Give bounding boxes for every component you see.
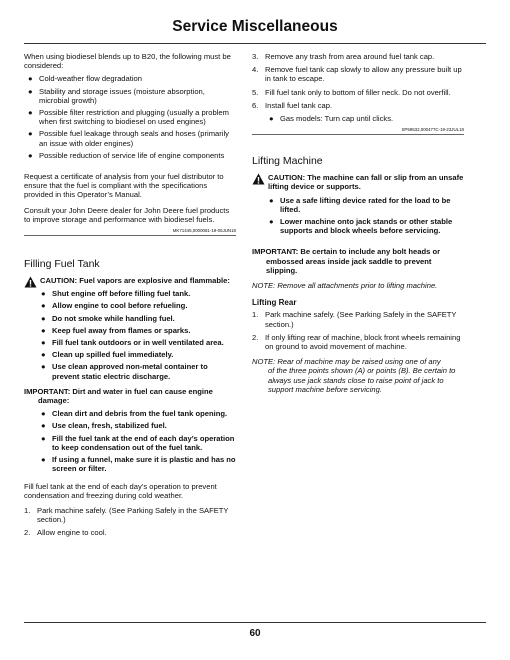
important-notice: IMPORTANT: Be certain to include any bolt heads or embossed areas inside jack saddle to prevent slipping.: [252, 247, 441, 275]
step-item: 5. Fill fuel tank only to bottom of filler neck. Do not overfill.: [252, 87, 451, 97]
reference-code: MK71445,0000081-19-05JUN18: [24, 228, 236, 236]
considerations-list: [24, 74, 236, 160]
header-rule: [24, 43, 486, 44]
list-item: ● Do not smoke while handling fuel.: [41, 313, 175, 323]
list-item: ● Possible filter restriction and plugging (usually a problem when first switching to biodiesel on used engines): [28, 108, 229, 127]
biodiesel-intro: When using biodiesel blends up to B20, the following must be considered:: [24, 52, 231, 71]
fuel-important-list: [24, 409, 236, 473]
important-notice: IMPORTANT: Dirt and water in fuel can cause engine damage:: [24, 386, 213, 406]
consult-paragraph: Consult your John Deere dealer for John Deere fuel products to improve storage and performance with biodiesel fuels.: [24, 205, 230, 224]
lifting-caution-list: [252, 196, 464, 236]
fuel-caution-list: [24, 289, 236, 381]
section-title-lifting-machine: Lifting Machine: [252, 155, 323, 168]
page-title: Service Miscellaneous: [172, 18, 338, 35]
step-item: 3. Remove any trash from area around fuel tank cap.: [252, 52, 435, 61]
right-column: [252, 52, 464, 394]
list-item: ● Lower machine onto jack stands or other stable supports and block wheels before servicing.: [269, 217, 453, 236]
section-title-filling-fuel-tank: Filling Fuel Tank: [24, 258, 100, 271]
list-item: ● Stability and storage issues (moisture absorption, microbial growth): [28, 86, 205, 105]
list-item: ● Cold-weather flow degradation: [28, 74, 142, 84]
list-item: ● Clean dirt and debris from the fuel tank opening.: [41, 409, 228, 419]
step-item: 1. Park machine safely. (See Parking Safely in the SAFETY section.): [24, 505, 229, 525]
caution-block: CAUTION: Fuel vapors are explosive and flammable:: [24, 276, 236, 285]
certificate-paragraph: Request a certificate of analysis from your fuel distributor to ensure that the fuel is compliant with the specifications provided in this Operator’s Manual.: [24, 172, 224, 200]
reference-code: SP59532,000477C-19-23JUL18: [252, 127, 464, 135]
list-item: ● Clean up spilled fuel immediately.: [41, 350, 174, 360]
note: NOTE: Rear of machine may be raised using one of any of the three points shown (A) or points (B). Be certain to always use jack stands close to raise point of jack to support machine before servicing.: [252, 357, 456, 394]
page-number: 60: [249, 628, 261, 639]
list-item: ● Fill the fuel tank at the end of each day’s operation to keep condensation out of the fuel tank.: [41, 433, 235, 452]
list-item: ● If using a funnel, make sure it is plastic and has no screen or filter.: [41, 455, 236, 474]
list-item: ● Allow engine to cool before refueling.: [41, 301, 188, 311]
step-item: 1. Park machine safely. (See Parking Safely in the SAFETY section.): [252, 310, 457, 329]
list-item: ● Gas models: Turn cap until clicks.: [269, 114, 394, 124]
step-item: 2. Allow engine to cool.: [24, 528, 107, 538]
step-item: 6. Install fuel tank cap.: [252, 100, 333, 110]
condensation-paragraph: Fill fuel tank at the end of each day’s operation to prevent condensation and freezing during cold weather.: [24, 481, 217, 500]
left-column: [24, 52, 236, 542]
warning-icon: [24, 276, 37, 288]
caution-block: CAUTION: The machine can fall or slip from an unsafe lifting device or supports.: [252, 173, 464, 191]
note: NOTE: Remove all attachments prior to lifting machine.: [252, 281, 438, 291]
step-item: 4. Remove fuel tank cap slowly to allow any pressure built up in tank to escape.: [252, 65, 462, 84]
list-item: ● Use a safe lifting device rated for the load to be lifted.: [269, 195, 451, 214]
list-item: ● Fill fuel tank outdoors or in well ventilated area.: [41, 338, 224, 348]
list-item: ● Shut engine off before filling fuel tank.: [41, 289, 191, 299]
step-item: 2. If only lifting rear of machine, block front wheels remaining on ground to avoid movement of machine.: [252, 332, 461, 352]
warning-icon: [252, 173, 265, 185]
list-item: ● Use clean approved non-metal container to prevent static electric discharge.: [41, 362, 208, 381]
footer-rule: [24, 622, 486, 623]
subsection-title-lifting-rear: Lifting Rear: [252, 298, 297, 308]
list-item: ● Possible fuel leakage through seals and hoses (primarily an issue with older engines): [28, 129, 229, 148]
list-item: ● Keep fuel away from flames or sparks.: [41, 325, 191, 335]
list-item: ● Use clean, fresh, stabilized fuel.: [41, 421, 167, 431]
list-item: ● Possible reduction of service life of engine components: [28, 150, 225, 160]
